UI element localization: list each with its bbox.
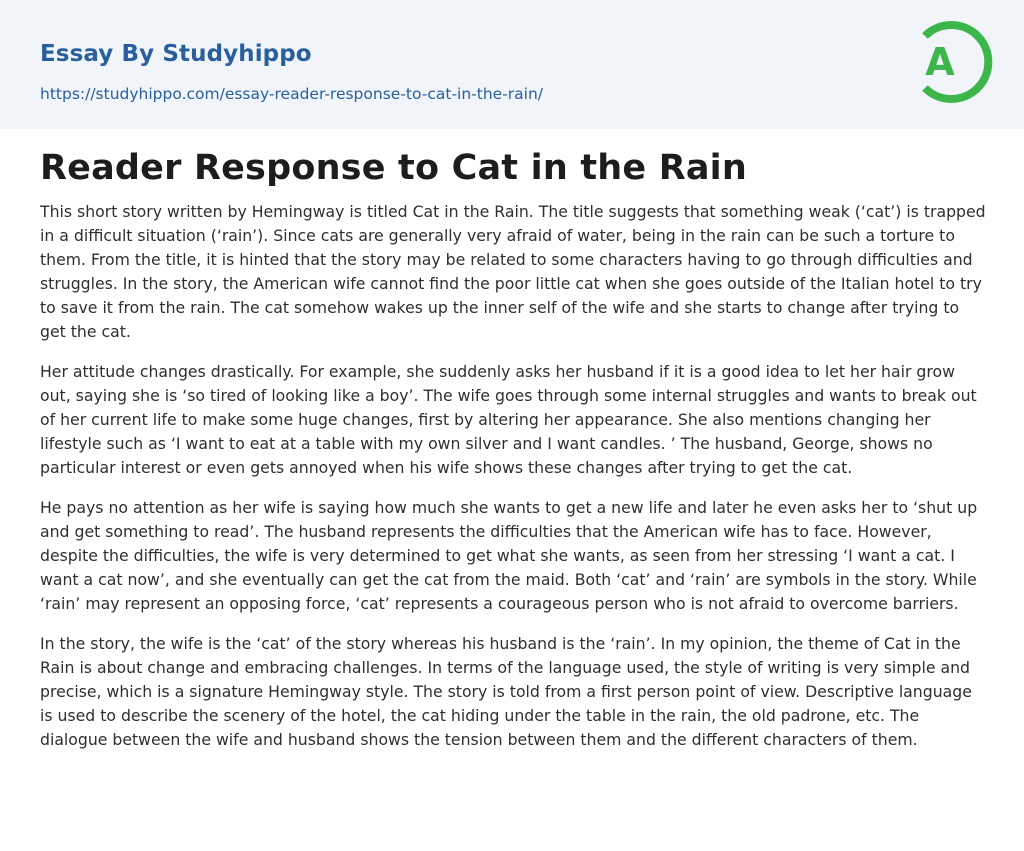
logo-letter: A xyxy=(925,40,955,84)
essay-url-link[interactable]: https://studyhippo.com/essay-reader-response-to-cat-in-the-rain/ xyxy=(40,85,544,103)
page-title: Reader Response to Cat in the Rain xyxy=(40,148,747,188)
article-paragraph-1: This short story written by Hemingway is titled Cat in the Rain. The title suggests that something weak (‘cat’) is trapped in a difficult situation (‘rain’). Since cats are generally very afraid of water, being in the rain can be such a torture to them. From the title, it is hinted that the story may be related to some characters having to go through difficulties and struggles. In the story, the American wife cannot find the poor little cat when she goes outside of the Italian hotel to try to save it from the rain. The cat somehow wakes up the inner self of the wife and she starts to change after trying to get the cat. xyxy=(40,202,986,341)
site-title[interactable]: Essay By Studyhippo xyxy=(40,41,312,67)
article-paragraph-3: He pays no attention as her wife is saying how much she wants to get a new life and later he even asks her to ‘shut up and get something to read’. The husband represents the difficulties that the American wife has to face. However, despite the difficulties, the wife is very determined to get what she wants, as seen from her stressing ‘I want a cat. I want a cat now’, and she eventually can get the cat from the maid. Both ‘cat’ and ‘rain’ are symbols in the story. While ‘rain’ may represent an opposing force, ‘cat’ represents a courageous person who is not afraid to overcome barriers. xyxy=(40,498,978,613)
studyhippo-logo-icon[interactable] xyxy=(903,16,993,108)
article-paragraph-4: In the story, the wife is the ‘cat’ of the story whereas his husband is the ‘rain’. In my opinion, the theme of Cat in the Rain is about change and embracing challenges. In terms of the language used, the style of writing is very simple and precise, which is a signature Hemingway style. The story is told from a first person point of view. Descriptive language is used to describe the scenery of the hotel, the cat hiding under the table in the rain, the old padrone, etc. The dialogue between the wife and husband shows the tension between them and the different characters of them. xyxy=(40,634,972,749)
article-paragraph-2: Her attitude changes drastically. For example, she suddenly asks her husband if it is a good idea to let her hair grow out, saying she is ‘so tired of looking like a boy’. The wife goes through some internal struggles and wants to break out of her current life to make some huge changes, first by altering her appearance. She also mentions changing her lifestyle such as ‘I want to eat at a table with my own silver and I want candles. ’ The husband, George, shows no particular interest or even gets annoyed when his wife shows these changes after trying to get the cat. xyxy=(40,362,977,477)
article xyxy=(40,144,986,768)
site-header xyxy=(0,0,1024,129)
